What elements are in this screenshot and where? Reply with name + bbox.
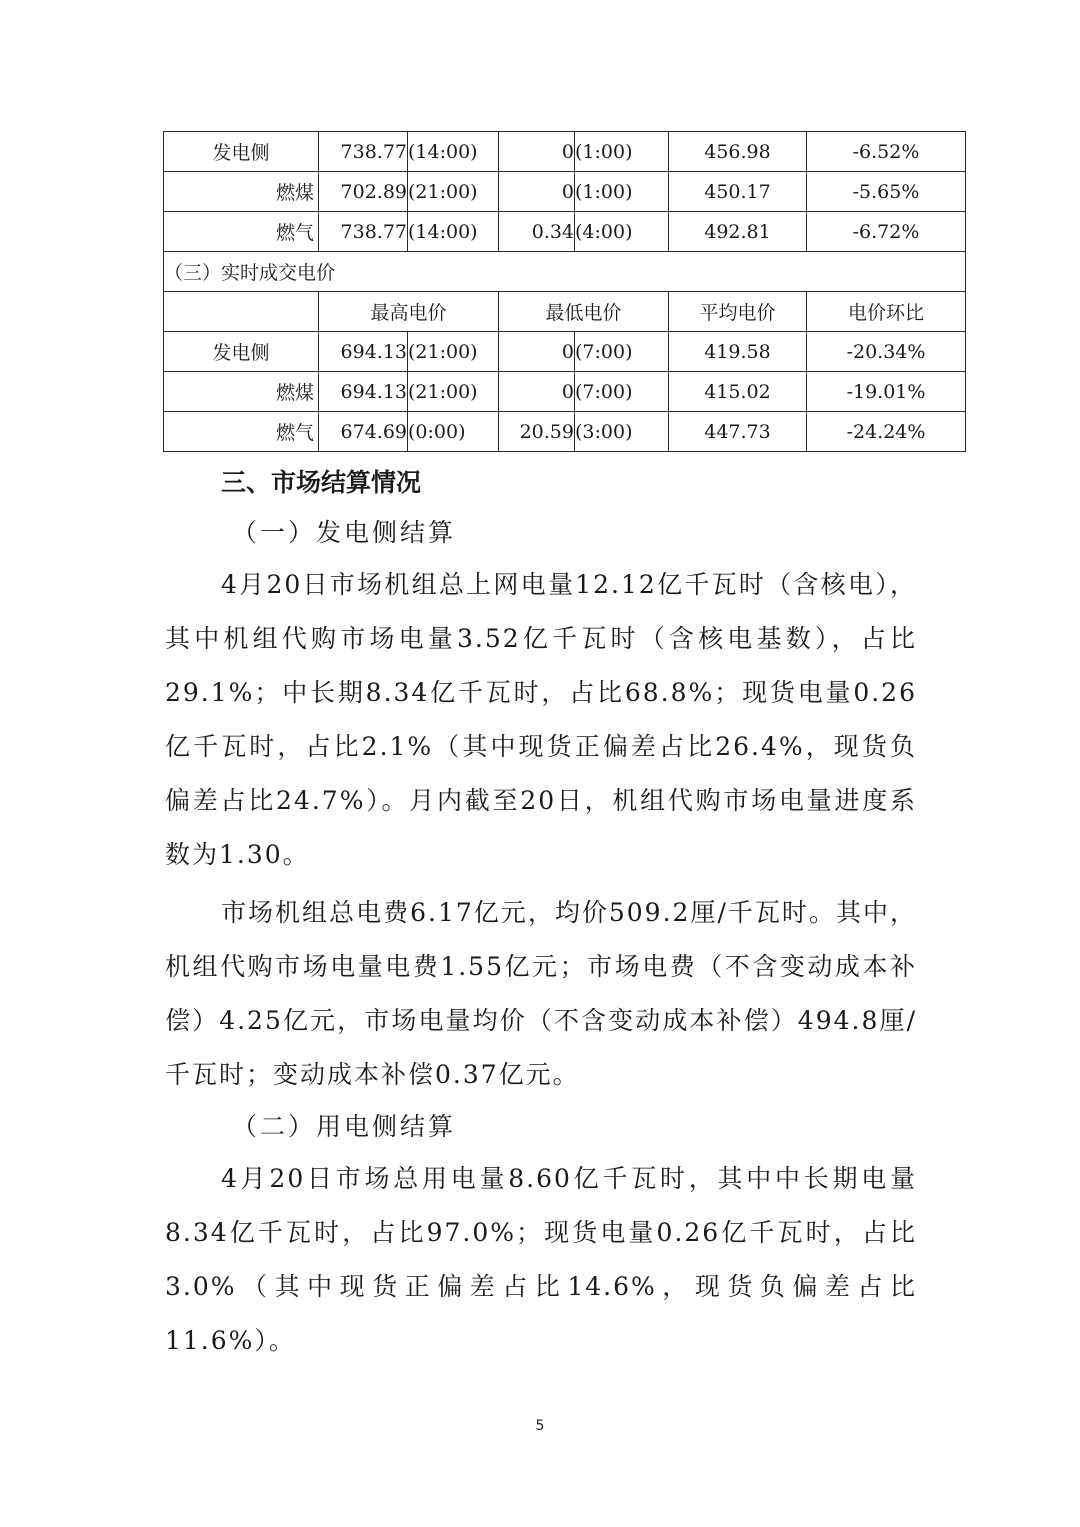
max-price: 702.89 bbox=[319, 172, 408, 212]
min-price: 0 bbox=[499, 332, 575, 372]
max-time: (14:00) bbox=[408, 212, 499, 252]
row-name: 发电侧 bbox=[164, 332, 319, 372]
min-time: (4:00) bbox=[575, 212, 669, 252]
max-time: (14:00) bbox=[408, 132, 499, 172]
max-price: 694.13 bbox=[319, 332, 408, 372]
price-change: -5.65% bbox=[807, 172, 966, 212]
min-time: (3:00) bbox=[575, 412, 669, 452]
header-empty-cell bbox=[164, 292, 319, 332]
table-row bbox=[164, 332, 966, 372]
avg-price: 415.02 bbox=[669, 372, 807, 412]
max-price: 694.13 bbox=[319, 372, 408, 412]
min-price: 0.34 bbox=[499, 212, 575, 252]
header-min-price: 最低电价 bbox=[499, 292, 669, 332]
min-time: (7:00) bbox=[575, 372, 669, 412]
row-name: 燃气 bbox=[164, 212, 319, 252]
max-price: 738.77 bbox=[319, 132, 408, 172]
page-number: 5 bbox=[535, 1418, 545, 1434]
document-body bbox=[165, 458, 917, 1368]
table-row bbox=[164, 412, 966, 452]
section-heading: 三、市场结算情况 bbox=[221, 468, 422, 497]
min-price: 0 bbox=[499, 132, 575, 172]
avg-price: 456.98 bbox=[669, 132, 807, 172]
min-price: 0 bbox=[499, 172, 575, 212]
paragraph-generation-volume: 4月20日市场机组总上网电量12.12亿千瓦时（含核电），其中机组代购市场电量3.52亿千瓦时（含核电基数），占比29.1%；中长期8.34亿千瓦时，占比68.8%；现货电量0.26亿千瓦时，占比2.1%（其中现货正偏差占比26.4%，现货负偏差占比24.7%）。月内截至20日，机组代购市场电量进度系数为1.30。 bbox=[165, 570, 917, 869]
paragraph-consumption-volume: 4月20日市场总用电量8.60亿千瓦时，其中中长期电量8.34亿千瓦时，占比97.0%；现货电量0.26亿千瓦时，占比3.0%（其中现货正偏差占比14.6%，现货负偏差占比11.6%）。 bbox=[165, 1164, 917, 1355]
avg-price: 419.58 bbox=[669, 332, 807, 372]
table-row bbox=[164, 372, 966, 412]
avg-price: 450.17 bbox=[669, 172, 807, 212]
max-time: (21:00) bbox=[408, 172, 499, 212]
price-change: -24.24% bbox=[807, 412, 966, 452]
header-max-price: 最高电价 bbox=[319, 292, 499, 332]
row-name: 燃煤 bbox=[164, 372, 319, 412]
price-change: -19.01% bbox=[807, 372, 966, 412]
table-row bbox=[164, 212, 966, 252]
min-time: (1:00) bbox=[575, 132, 669, 172]
row-name: 发电侧 bbox=[164, 132, 319, 172]
header-price-change: 电价环比 bbox=[807, 292, 966, 332]
table-header-row bbox=[164, 292, 966, 332]
max-price: 738.77 bbox=[319, 212, 408, 252]
max-price: 674.69 bbox=[319, 412, 408, 452]
avg-price: 492.81 bbox=[669, 212, 807, 252]
table-section-row bbox=[164, 252, 966, 292]
max-time: (0:00) bbox=[408, 412, 499, 452]
row-name: 燃煤 bbox=[164, 172, 319, 212]
price-change: -20.34% bbox=[807, 332, 966, 372]
price-change: -6.52% bbox=[807, 132, 966, 172]
table-row bbox=[164, 172, 966, 212]
min-price: 0 bbox=[499, 372, 575, 412]
row-name: 燃气 bbox=[164, 412, 319, 452]
max-time: (21:00) bbox=[408, 372, 499, 412]
price-table bbox=[163, 131, 966, 452]
table-section-label: （三）实时成交电价 bbox=[164, 252, 966, 292]
paragraph-generation-fees: 市场机组总电费6.17亿元，均价509.2厘/千瓦时。其中，机组代购市场电量电费1.55亿元；市场电费（不含变动成本补偿）4.25亿元，市场电量均价（不含变动成本补偿）494.8厘/千瓦时；变动成本补偿0.37亿元。 bbox=[165, 898, 917, 1089]
price-change: -6.72% bbox=[807, 212, 966, 252]
min-time: (7:00) bbox=[575, 332, 669, 372]
max-time: (21:00) bbox=[408, 332, 499, 372]
table-row bbox=[164, 132, 966, 172]
avg-price: 447.73 bbox=[669, 412, 807, 452]
min-time: (1:00) bbox=[575, 172, 669, 212]
subsection-heading-consumption: （二）用电侧结算 bbox=[232, 1112, 457, 1141]
min-price: 20.59 bbox=[499, 412, 575, 452]
header-avg-price: 平均电价 bbox=[669, 292, 807, 332]
subsection-heading-generation: （一）发电侧结算 bbox=[232, 518, 457, 547]
